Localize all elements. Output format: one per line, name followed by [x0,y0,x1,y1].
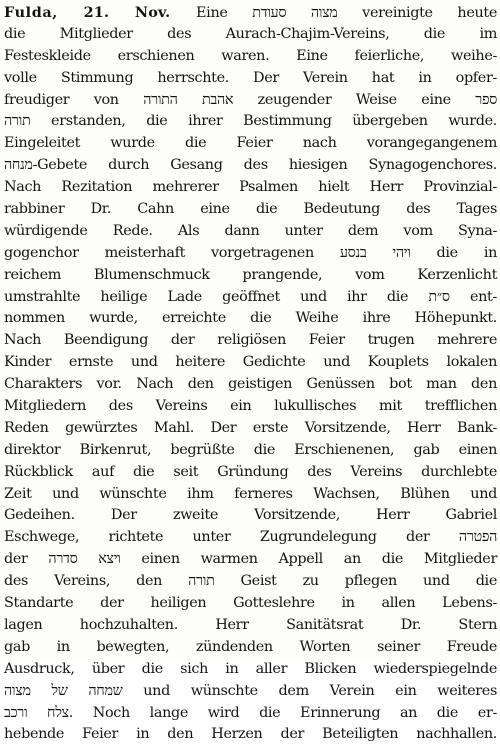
dateline-date: 21. Nov. [83,4,171,21]
article-line: Nach Rezitation mehrerer Psalmen hielt Herr Provinzial- [4,179,497,196]
article-line: gab in bewegten, zündenden Worten seiner Freude [4,638,497,655]
article-line: freudiger von אהבת התורה zeugender Weise eine ספר [4,91,497,108]
article-line-text: Eine מצוה סעודת vereinigte heute [196,5,497,21]
article-line: Charakters vor. Nach den geistigen Genüssen bot man den [4,376,497,393]
article-line: lagen hochzuhalten. Herr Sanitätsrat Dr. Stern [4,616,497,633]
article-line: שמחה של מצוה und wünschte dem Verein ein weiteres [4,682,497,699]
article-line: Standarte der heiligen Gotteslehre in allen Lebens- [4,595,497,612]
article-line: Ausdruck, über die sich in aller Blicken wiederspiegelnde [4,660,497,677]
article-line: würdigende Rede. Als dann unter dem vom Syna- [4,222,497,239]
article-line: Gedeihen. Der zweite Vorsitzende, Herr Gabriel [4,507,497,524]
article-line: תורה erstanden, die ihrer Bestimmung übergeben wurde. [4,113,497,130]
article-line: Kinder ernste und heitere Gedichte und Kouplets lokalen [4,354,497,371]
article-line: Rückblick auf die seit Gründung des Vereins durchlebte [4,463,497,480]
article-line: direktor Birkenrut, begrüßte die Erschienenen, gab einen [4,441,497,458]
article-line: hebende Feier in den Herzen der Beteiligten nachhallen. [4,726,497,743]
article-line: Eschwege, richtete unter Zugrundelegung der הפטרה [4,529,497,546]
article-line [4,2,497,24]
article-line: rabbiner Dr. Cahn eine die Bedeutung des Tages [4,201,497,218]
article-line: Mitgliedern des Vereins ein lukullisches mit trefflichen [4,398,497,415]
article-line: Eingeleitet wurde die Feier nach vorangegangenem [4,135,497,152]
article-line: der ויצא סדרה einen warmen Appell an die Mitglieder [4,551,497,568]
article-line: Festeskleide erschienen waren. Eine feierliche, weihe- [4,47,497,64]
article-line: Zeit und wünschte ihm ferneres Wachsen, Blühen und [4,485,497,502]
article-line: Nach Beendigung der religiösen Feier trugen mehrere [4,332,497,349]
article-line: nommen wurde, erreichte die Weihe ihre Höhepunkt. [4,310,497,327]
article-line: volle Stimmung herrschte. Der Verein hat in opfer- [4,69,497,86]
dateline-place: Fulda, [4,4,58,21]
article-line: umstrahlte heilige Lade geöffnet und ihr die ס״ת ent- [4,288,497,305]
article-line: des Vereins, den תורה Geist zu pflegen und die [4,573,497,590]
article-line: die Mitglieder des Aurach-Chajim-Vereins, die im [4,25,497,42]
article-line: Reden gewürztes Mahl. Der erste Vorsitzende, Herr Bank- [4,419,497,436]
article-line: צלח ורכב. Noch lange wird die Erinnerung an die er- [4,704,497,721]
article-line: gogenchor meisterhaft vorgetragenen ויהי בנסע die in [4,244,497,261]
article-line: reichem Blumenschmuck prangende, vom Kerzenlicht [4,266,497,283]
article-line: מנחה-Gebete durch Gesang des hiesigen Synagogenchores. [4,157,497,174]
